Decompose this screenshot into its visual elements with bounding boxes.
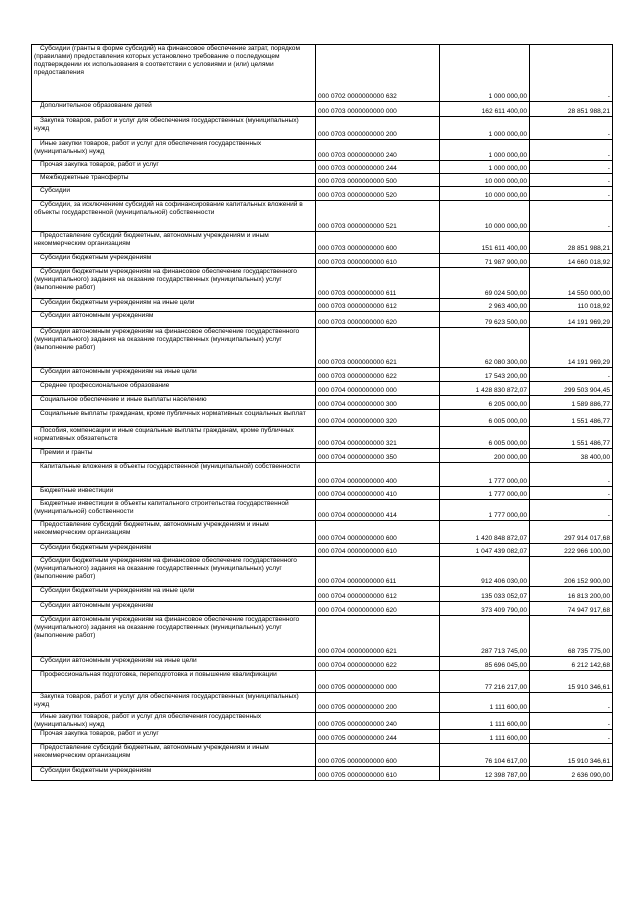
row-plan-amount: 69 024 500,00 (440, 268, 530, 299)
row-code: 000 0704 0000000000 414 (316, 500, 440, 521)
row-name: Предоставление субсидий бюджетным, автономным учреждениям и иным некоммерческим организациям (32, 232, 316, 254)
row-executed-amount: 1 551 486,77 (530, 410, 613, 427)
table-row (32, 616, 613, 657)
table-row (32, 557, 613, 587)
row-name: Субсидии автономным учреждениям (32, 312, 316, 328)
row-name: Субсидии бюджетным учреждениям (32, 767, 316, 781)
row-name: Субсидии бюджетным учреждениям (32, 544, 316, 557)
row-executed-amount: 28 851 988,21 (530, 232, 613, 254)
table-row (32, 544, 613, 557)
table-row (32, 500, 613, 521)
row-name: Субсидии бюджетным учреждениям на финансовое обеспечение государственного (муниципального) задания на оказание государственных (муниципальных) услуг (выполнение работ) (32, 557, 316, 587)
row-plan-amount: 85 696 045,00 (440, 657, 530, 671)
row-code: 000 0705 0000000000 200 (316, 693, 440, 713)
table-row (32, 45, 613, 102)
row-code: 000 0704 0000000000 000 (316, 382, 440, 396)
row-name: Субсидии, за исключением субсидий на софинансирование капитальных вложений в объекты государственной (муниципальной) собственности (32, 201, 316, 232)
row-name: Субсидии автономным учреждениям на иные цели (32, 368, 316, 382)
table-row (32, 657, 613, 671)
row-executed-amount: 28 851 988,21 (530, 102, 613, 117)
row-plan-amount: 1 777 000,00 (440, 500, 530, 521)
row-executed-amount: 15 910 346,61 (530, 744, 613, 767)
row-executed-amount: 206 152 900,00 (530, 557, 613, 587)
row-plan-amount: 1 777 000,00 (440, 487, 530, 500)
row-executed-amount: 1 589 886,77 (530, 396, 613, 410)
row-name: Субсидии бюджетным учреждениям (32, 254, 316, 268)
row-executed-amount: - (530, 713, 613, 730)
row-code: 000 0703 0000000000 240 (316, 140, 440, 161)
row-code: 000 0703 0000000000 500 (316, 174, 440, 187)
row-code: 000 0704 0000000000 410 (316, 487, 440, 500)
row-code: 000 0703 0000000000 622 (316, 368, 440, 382)
row-name: Капитальные вложения в объекты государственной (муниципальной) собственности (32, 463, 316, 487)
row-name: Премии и гранты (32, 449, 316, 463)
row-executed-amount: 74 947 917,68 (530, 602, 613, 616)
row-executed-amount: - (530, 161, 613, 174)
table-row (32, 268, 613, 299)
table-row (32, 140, 613, 161)
row-name: Предоставление субсидий бюджетным, автономным учреждениям и иным некоммерческим организациям (32, 521, 316, 544)
row-executed-amount: - (530, 463, 613, 487)
row-executed-amount: 1 551 486,77 (530, 427, 613, 449)
row-plan-amount: 1 777 000,00 (440, 463, 530, 487)
budget-execution-table (31, 44, 613, 781)
row-name: Субсидии (32, 187, 316, 201)
table-row (32, 744, 613, 767)
row-code: 000 0704 0000000000 350 (316, 449, 440, 463)
row-executed-amount: 222 966 100,00 (530, 544, 613, 557)
row-code: 000 0704 0000000000 621 (316, 616, 440, 657)
row-plan-amount: 62 080 300,00 (440, 328, 530, 368)
row-plan-amount: 10 000 000,00 (440, 187, 530, 201)
row-executed-amount: - (530, 45, 613, 102)
row-code: 000 0703 0000000000 600 (316, 232, 440, 254)
row-plan-amount: 6 005 000,00 (440, 427, 530, 449)
row-executed-amount: 110 018,92 (530, 299, 613, 312)
table-row (32, 449, 613, 463)
table-body (32, 45, 613, 781)
row-name: Субсидии (гранты в форме субсидий) на финансовое обеспечение затрат, порядком (правилами) предоставления которых установлено требование о последующем подтверждении их использования в соответствии с условиями и (или) целями предоставления (32, 45, 316, 102)
row-code: 000 0704 0000000000 300 (316, 396, 440, 410)
row-name: Субсидии бюджетным учреждениям на иные цели (32, 299, 316, 312)
table-row (32, 427, 613, 449)
row-executed-amount: - (530, 117, 613, 140)
row-name: Бюджетные инвестиции в объекты капитального строительства государственной (муниципальной) собственности (32, 500, 316, 521)
row-code: 000 0702 0000000000 632 (316, 45, 440, 102)
row-plan-amount: 79 623 500,00 (440, 312, 530, 328)
table-row (32, 174, 613, 187)
row-code: 000 0705 0000000000 610 (316, 767, 440, 781)
row-code: 000 0703 0000000000 610 (316, 254, 440, 268)
row-executed-amount: 14 191 969,29 (530, 328, 613, 368)
table-row (32, 254, 613, 268)
row-name: Иные закупки товаров, работ и услуг для обеспечения государственных (муниципальных) нужд (32, 713, 316, 730)
table-row (32, 161, 613, 174)
row-plan-amount: 162 611 400,00 (440, 102, 530, 117)
row-name: Социальное обеспечение и иные выплаты населению (32, 396, 316, 410)
row-name: Субсидии автономным учреждениям на иные цели (32, 657, 316, 671)
row-code: 000 0703 0000000000 000 (316, 102, 440, 117)
row-name: Субсидии бюджетным учреждениям на финансовое обеспечение государственного (муниципального) задания на оказание государственных (муниципальных) услуг (выполнение работ) (32, 268, 316, 299)
row-name: Пособия, компенсации и иные социальные выплаты гражданам, кроме публичных нормативных обязательств (32, 427, 316, 449)
table-row (32, 693, 613, 713)
table-row (32, 602, 613, 616)
row-code: 000 0703 0000000000 611 (316, 268, 440, 299)
row-executed-amount: 299 503 904,45 (530, 382, 613, 396)
row-executed-amount: - (530, 368, 613, 382)
row-code: 000 0703 0000000000 521 (316, 201, 440, 232)
row-name: Дополнительное образование детей (32, 102, 316, 117)
table-row (32, 487, 613, 500)
row-code: 000 0705 0000000000 000 (316, 671, 440, 693)
table-row (32, 410, 613, 427)
row-executed-amount: 14 191 969,29 (530, 312, 613, 328)
row-name: Социальные выплаты гражданам, кроме публичных нормативных социальных выплат (32, 410, 316, 427)
row-code: 000 0704 0000000000 400 (316, 463, 440, 487)
row-code: 000 0705 0000000000 600 (316, 744, 440, 767)
row-plan-amount: 1 000 000,00 (440, 161, 530, 174)
row-plan-amount: 1 420 848 872,07 (440, 521, 530, 544)
table-row (32, 232, 613, 254)
row-plan-amount: 1 111 600,00 (440, 713, 530, 730)
row-plan-amount: 1 000 000,00 (440, 45, 530, 102)
table-row (32, 587, 613, 602)
row-name: Прочая закупка товаров, работ и услуг (32, 730, 316, 744)
row-plan-amount: 17 543 200,00 (440, 368, 530, 382)
row-plan-amount: 1 111 600,00 (440, 730, 530, 744)
row-name: Прочая закупка товаров, работ и услуг (32, 161, 316, 174)
table-row (32, 187, 613, 201)
row-executed-amount: 2 636 090,00 (530, 767, 613, 781)
table-row (32, 396, 613, 410)
row-plan-amount: 151 611 400,00 (440, 232, 530, 254)
row-code: 000 0703 0000000000 612 (316, 299, 440, 312)
row-name: Среднее профессиональное образование (32, 382, 316, 396)
row-code: 000 0705 0000000000 240 (316, 713, 440, 730)
row-executed-amount: 16 813 200,00 (530, 587, 613, 602)
table-row (32, 299, 613, 312)
table-row (32, 521, 613, 544)
row-executed-amount: - (530, 140, 613, 161)
row-name: Иные закупки товаров, работ и услуг для обеспечения государственных (муниципальных) нужд (32, 140, 316, 161)
table-row (32, 117, 613, 140)
row-plan-amount: 1 111 600,00 (440, 693, 530, 713)
row-executed-amount: - (530, 487, 613, 500)
row-plan-amount: 2 963 400,00 (440, 299, 530, 312)
row-executed-amount: 297 914 017,68 (530, 521, 613, 544)
row-code: 000 0704 0000000000 611 (316, 557, 440, 587)
row-plan-amount: 71 987 900,00 (440, 254, 530, 268)
row-executed-amount: 6 212 142,68 (530, 657, 613, 671)
row-plan-amount: 10 000 000,00 (440, 174, 530, 187)
row-plan-amount: 12 398 787,00 (440, 767, 530, 781)
row-code: 000 0705 0000000000 244 (316, 730, 440, 744)
row-plan-amount: 6 205 000,00 (440, 396, 530, 410)
row-executed-amount: - (530, 693, 613, 713)
row-code: 000 0704 0000000000 600 (316, 521, 440, 544)
row-executed-amount: - (530, 500, 613, 521)
row-name: Субсидии автономным учреждениям (32, 602, 316, 616)
row-plan-amount: 1 000 000,00 (440, 140, 530, 161)
row-plan-amount: 10 000 000,00 (440, 201, 530, 232)
row-code: 000 0704 0000000000 620 (316, 602, 440, 616)
row-code: 000 0703 0000000000 200 (316, 117, 440, 140)
table-row (32, 713, 613, 730)
row-name: Закупка товаров, работ и услуг для обеспечения государственных (муниципальных) нужд (32, 693, 316, 713)
row-plan-amount: 287 713 745,00 (440, 616, 530, 657)
row-plan-amount: 135 033 052,07 (440, 587, 530, 602)
row-name: Предоставление субсидий бюджетным, автономным учреждениям и иным некоммерческим организациям (32, 744, 316, 767)
row-executed-amount: 15 910 346,61 (530, 671, 613, 693)
row-code: 000 0704 0000000000 320 (316, 410, 440, 427)
row-code: 000 0704 0000000000 610 (316, 544, 440, 557)
row-plan-amount: 1 428 830 872,07 (440, 382, 530, 396)
table-row (32, 767, 613, 781)
row-code: 000 0703 0000000000 244 (316, 161, 440, 174)
row-executed-amount: 14 660 018,92 (530, 254, 613, 268)
table-row (32, 312, 613, 328)
table-row (32, 463, 613, 487)
row-plan-amount: 1 000 000,00 (440, 117, 530, 140)
table-row (32, 368, 613, 382)
row-name: Субсидии автономным учреждениям на финансовое обеспечение государственного (муниципального) задания на оказание государственных (муниципальных) услуг (выполнение работ) (32, 616, 316, 657)
row-code: 000 0704 0000000000 321 (316, 427, 440, 449)
row-name: Субсидии бюджетным учреждениям на иные цели (32, 587, 316, 602)
table-row (32, 671, 613, 693)
row-code: 000 0703 0000000000 520 (316, 187, 440, 201)
table-row (32, 328, 613, 368)
table-row (32, 102, 613, 117)
row-executed-amount: - (530, 730, 613, 744)
row-plan-amount: 77 216 217,00 (440, 671, 530, 693)
row-code: 000 0703 0000000000 621 (316, 328, 440, 368)
row-executed-amount: - (530, 174, 613, 187)
row-plan-amount: 200 000,00 (440, 449, 530, 463)
row-executed-amount: 14 550 000,00 (530, 268, 613, 299)
row-executed-amount: - (530, 187, 613, 201)
row-code: 000 0704 0000000000 612 (316, 587, 440, 602)
row-plan-amount: 76 104 617,00 (440, 744, 530, 767)
row-name: Межбюджетные трансферты (32, 174, 316, 187)
row-name: Профессиональная подготовка, переподготовка и повышение квалификации (32, 671, 316, 693)
row-code: 000 0703 0000000000 620 (316, 312, 440, 328)
row-name: Бюджетные инвестиции (32, 487, 316, 500)
row-executed-amount: 68 735 775,00 (530, 616, 613, 657)
row-name: Субсидии автономным учреждениям на финансовое обеспечение государственного (муниципального) задания на оказание государственных (муниципальных) услуг (выполнение работ) (32, 328, 316, 368)
row-plan-amount: 373 409 790,00 (440, 602, 530, 616)
table-row (32, 382, 613, 396)
row-executed-amount: 38 400,00 (530, 449, 613, 463)
row-plan-amount: 1 047 439 082,07 (440, 544, 530, 557)
row-executed-amount: - (530, 201, 613, 232)
row-plan-amount: 912 406 030,00 (440, 557, 530, 587)
table-row (32, 201, 613, 232)
row-plan-amount: 6 005 000,00 (440, 410, 530, 427)
row-name: Закупка товаров, работ и услуг для обеспечения государственных (муниципальных) нужд (32, 117, 316, 140)
row-code: 000 0704 0000000000 622 (316, 657, 440, 671)
table-row (32, 730, 613, 744)
